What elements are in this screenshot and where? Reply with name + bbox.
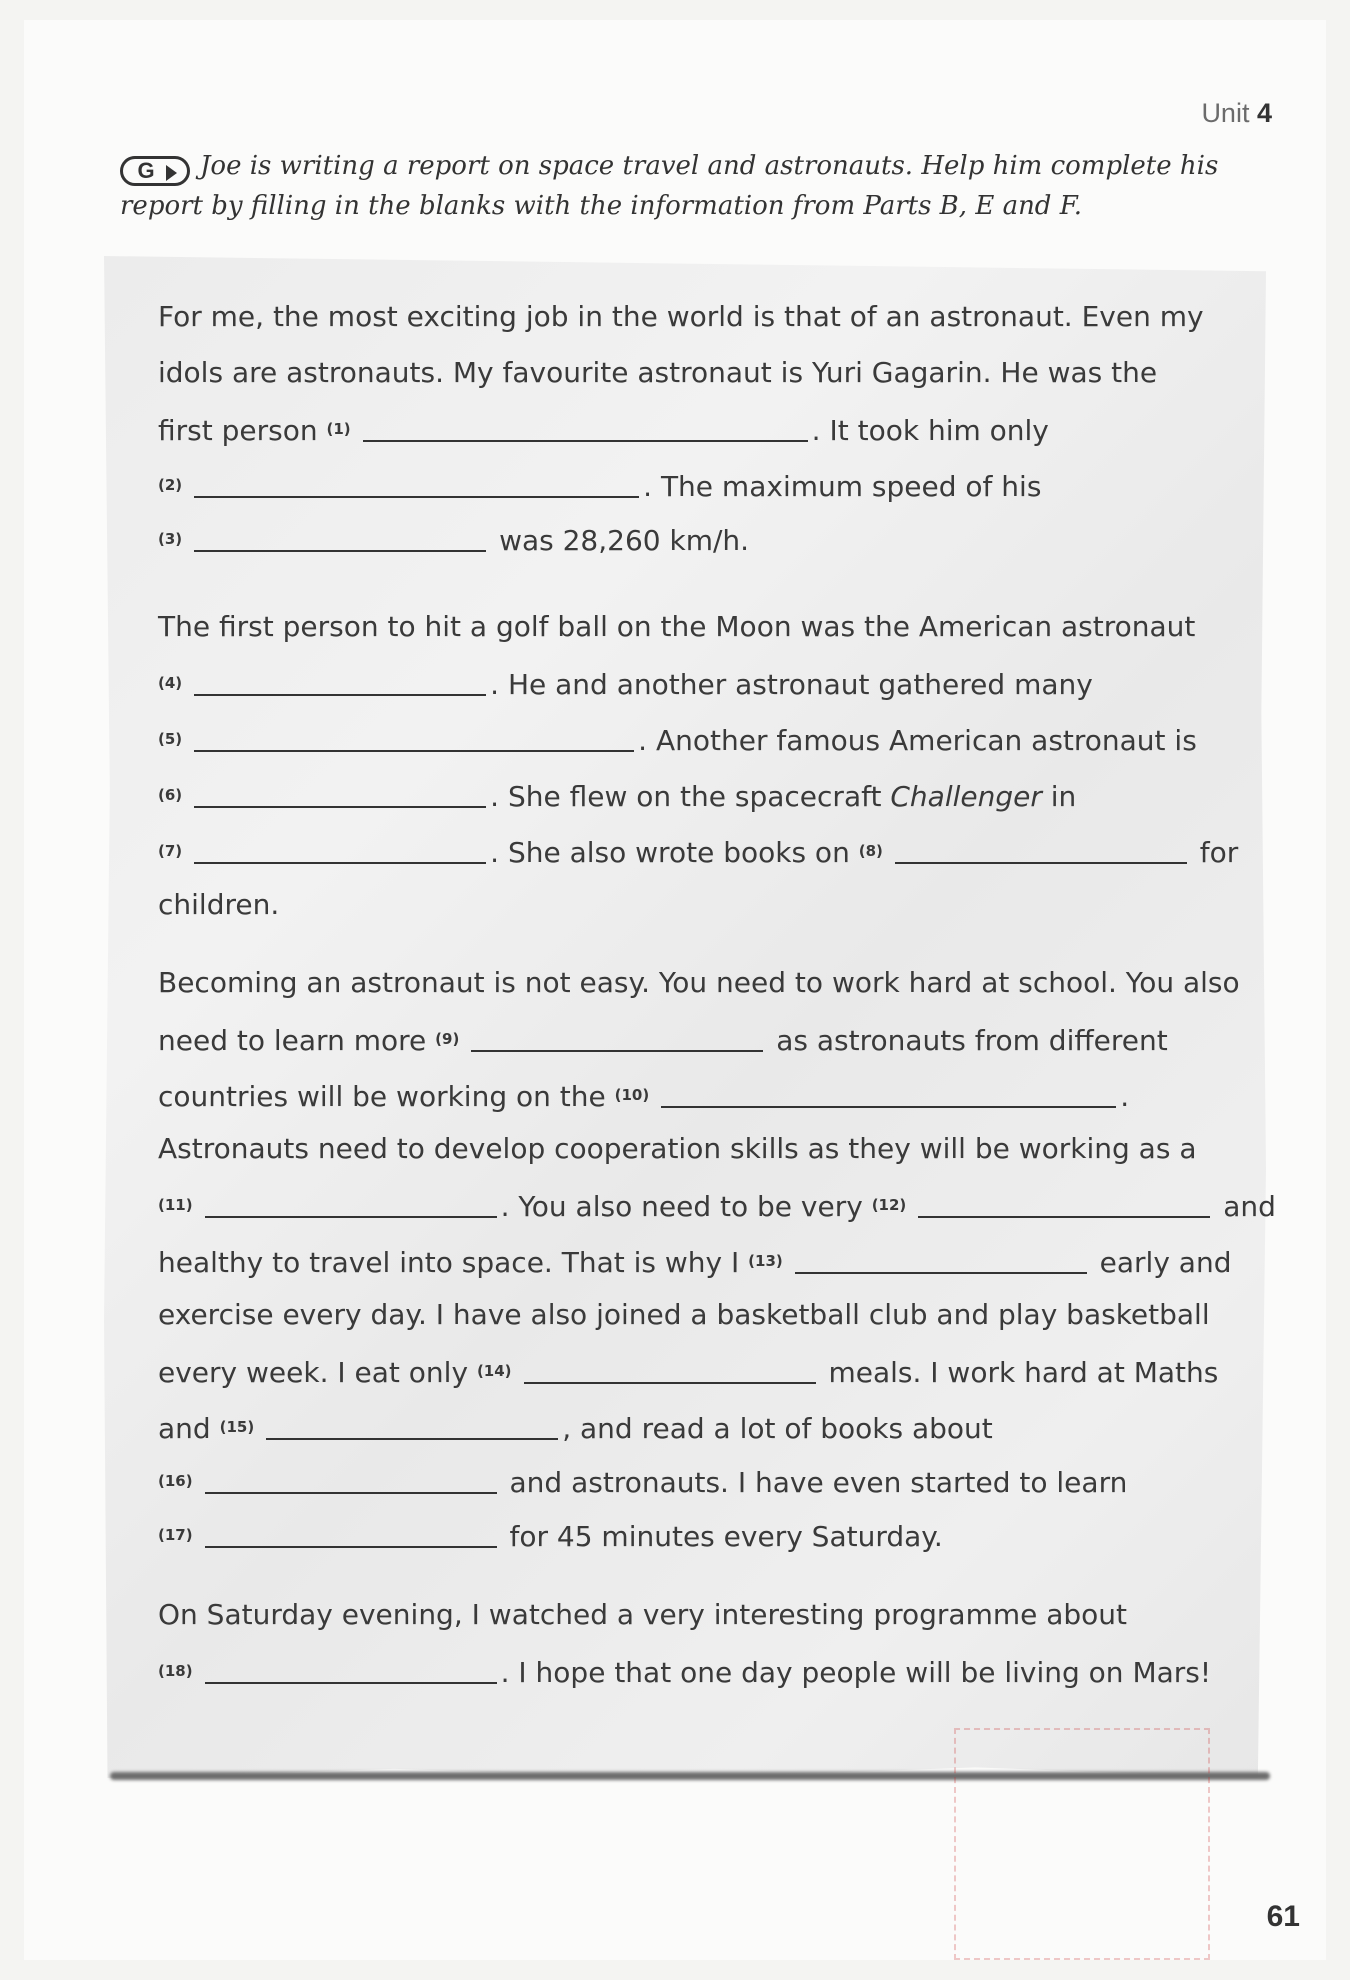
report-line: need to learn more $^{(9)}$ as astronauts from different <box>158 1024 1168 1057</box>
blank-number: (17) <box>158 1526 193 1544</box>
blank-1[interactable] <box>363 412 808 442</box>
blank-number: (8) <box>858 842 883 860</box>
arrow-icon <box>166 165 177 181</box>
report-line: $^{(5)}$ . Another famous American astronaut is <box>158 724 1197 757</box>
exercise-g-badge: G <box>120 156 190 186</box>
report-line: $^{(7)}$ . She also wrote books on $^{(8)}$ for <box>158 836 1239 869</box>
report-line: every week. I eat only $^{(14)}$ meals. I work hard at Maths <box>158 1356 1219 1389</box>
blank-number: (5) <box>158 730 183 748</box>
report-line: countries will be working on the $^{(10)}$ . <box>158 1080 1130 1113</box>
blank-number: (15) <box>219 1418 255 1436</box>
blank-7[interactable] <box>194 834 486 864</box>
report-line: For me, the most exciting job in the world is that of an astronaut. Even my <box>158 300 1204 333</box>
blank-11[interactable] <box>205 1188 497 1218</box>
blank-6[interactable] <box>194 778 486 808</box>
blank-number: (10) <box>614 1086 650 1104</box>
report-line: $^{(17)}$ for 45 minutes every Saturday. <box>158 1520 943 1553</box>
blank-number: (4) <box>158 674 183 692</box>
blank-number: (13) <box>748 1252 783 1270</box>
instruction-text: Joe is writing a report on space travel and astronauts. Help him complete his report by filling in the blanks with the information from Parts B, E and F. <box>120 151 1219 221</box>
report-line: Becoming an astronaut is not easy. You need to work hard at school. You also <box>158 966 1240 999</box>
report-line: $^{(11)}$ . You also need to be very $^{(12)}$ and <box>158 1190 1276 1223</box>
blank-10[interactable] <box>661 1078 1116 1108</box>
blank-4[interactable] <box>194 666 486 696</box>
blank-18[interactable] <box>205 1654 497 1684</box>
blank-12[interactable] <box>918 1188 1210 1218</box>
blank-number: (18) <box>158 1662 193 1680</box>
blank-15[interactable] <box>266 1410 558 1440</box>
blank-number: (6) <box>158 786 183 804</box>
blank-9[interactable] <box>471 1022 763 1052</box>
report-line: $^{(6)}$ . She flew on the spacecraft Challenger in <box>158 780 1077 813</box>
report-line: children. <box>158 888 280 921</box>
report-line: $^{(2)}$ . The maximum speed of his <box>158 470 1042 503</box>
exercise-instruction <box>120 146 1240 226</box>
report-line: exercise every day. I have also joined a basketball club and play basketball <box>158 1298 1210 1331</box>
report-line: $^{(16)}$ and astronauts. I have even started to learn <box>158 1466 1128 1499</box>
blank-17[interactable] <box>205 1518 497 1548</box>
blank-number: (3) <box>158 530 183 548</box>
report-line: idols are astronauts. My favourite astronaut is Yuri Gagarin. He was the <box>158 356 1158 389</box>
blank-3[interactable] <box>194 522 486 552</box>
faded-stamp <box>954 1728 1210 1960</box>
report-line: Astronauts need to develop cooperation skills as they will be working as a <box>158 1132 1197 1165</box>
blank-number: (9) <box>435 1030 460 1048</box>
report-line: The first person to hit a golf ball on the Moon was the American astronaut <box>158 610 1196 643</box>
blank-5[interactable] <box>194 722 634 752</box>
blank-13[interactable] <box>795 1244 1087 1274</box>
blank-number: (12) <box>871 1196 907 1214</box>
page-number: 61 <box>1266 1900 1300 1933</box>
blank-2[interactable] <box>194 468 639 498</box>
report-line: $^{(4)}$ . He and another astronaut gathered many <box>158 668 1093 701</box>
blank-8[interactable] <box>895 834 1187 864</box>
blank-14[interactable] <box>524 1354 816 1384</box>
report-line: On Saturday evening, I watched a very interesting programme about <box>158 1598 1128 1631</box>
blank-number: (2) <box>158 476 183 494</box>
blank-number: (11) <box>158 1196 193 1214</box>
blank-number: (1) <box>326 420 351 438</box>
blank-number: (7) <box>158 842 183 860</box>
report-line: first person $^{(1)}$ . It took him only <box>158 414 1049 447</box>
unit-label: Unit 4 <box>1201 98 1272 128</box>
blank-16[interactable] <box>205 1464 497 1494</box>
blank-number: (14) <box>476 1362 512 1380</box>
report-line: $^{(3)}$ was 28,260 km/h. <box>158 524 750 557</box>
blank-number: (16) <box>158 1472 193 1490</box>
report-line: $^{(18)}$ . I hope that one day people will be living on Mars! <box>158 1656 1212 1689</box>
report-line: healthy to travel into space. That is why I $^{(13)}$ early and <box>158 1246 1232 1279</box>
report-line: and $^{(15)}$ , and read a lot of books about <box>158 1412 993 1445</box>
